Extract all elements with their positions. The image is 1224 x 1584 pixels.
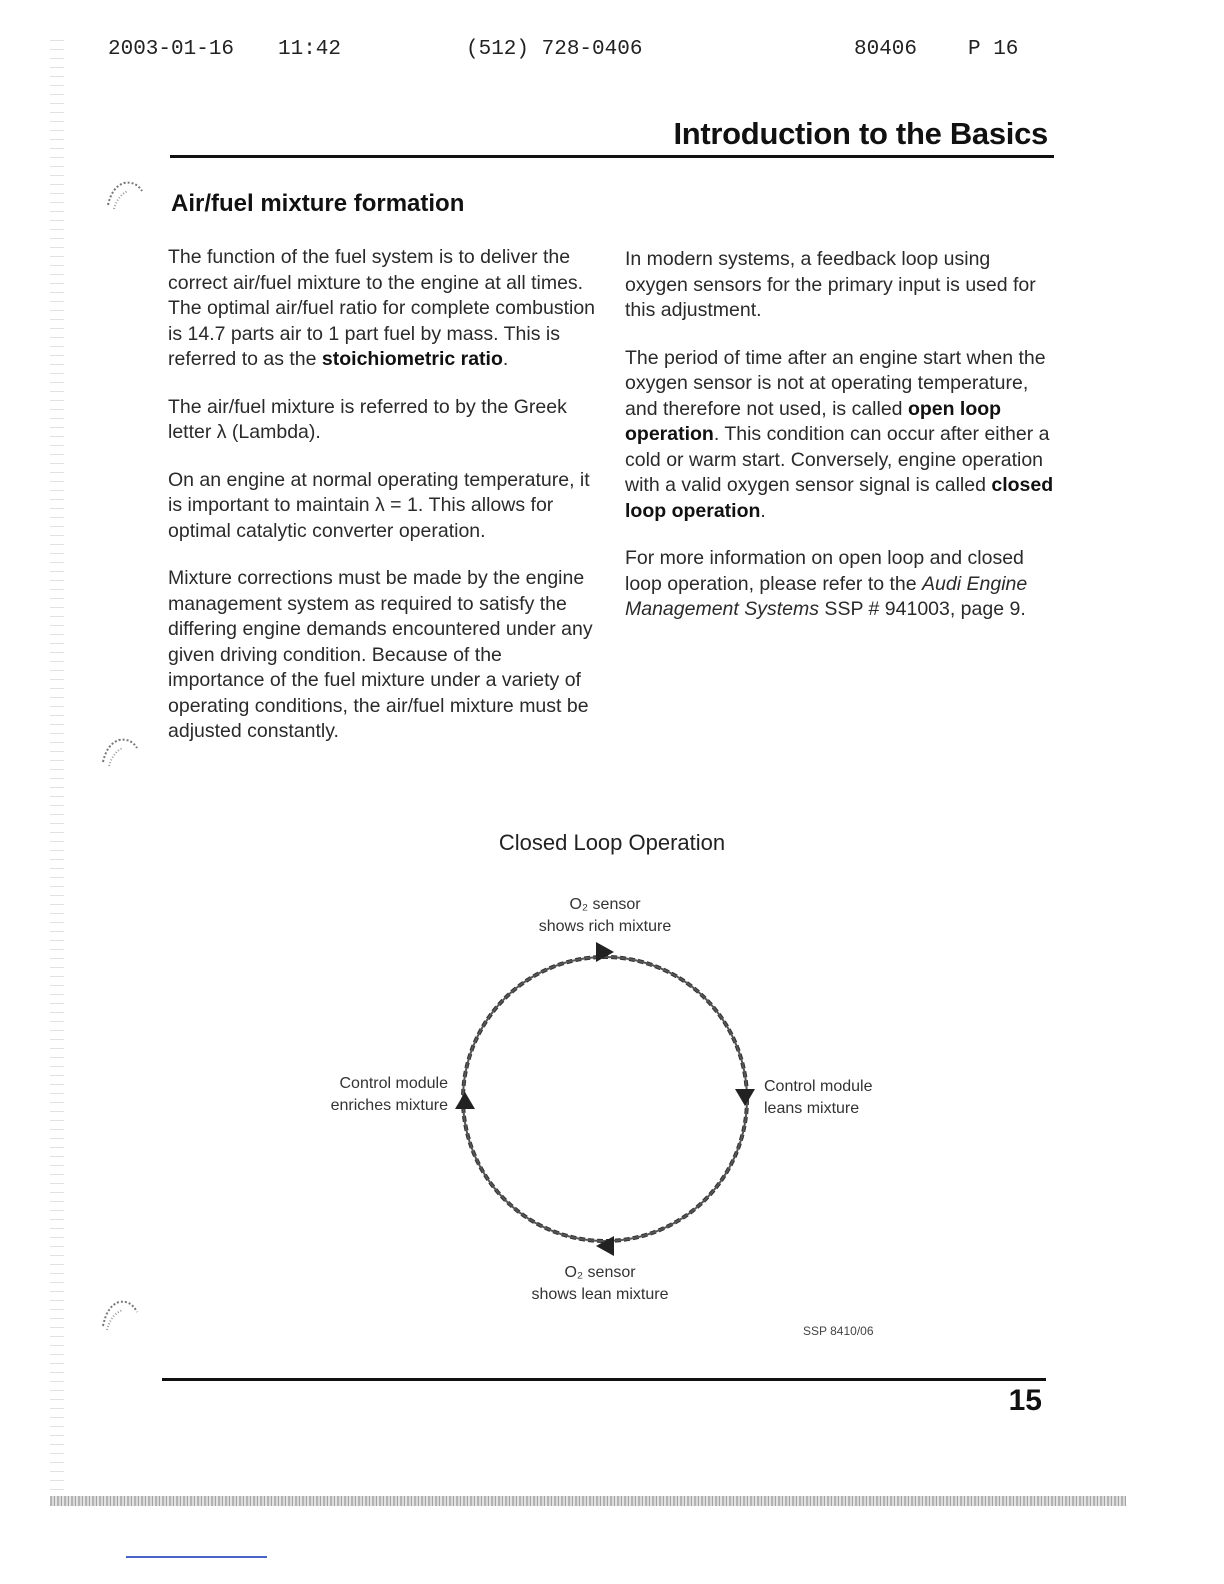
page-number: 15 [1008, 1384, 1042, 1417]
diagram-title: Closed Loop Operation [498, 830, 726, 855]
label-o2-lean [300, 1262, 900, 1306]
margin-mark-icon [97, 1292, 141, 1332]
label-line: O₂ sensor [564, 1264, 636, 1281]
label-line: shows rich mixture [538, 918, 672, 935]
label-leans [764, 1076, 873, 1120]
paragraph-text: . [760, 499, 766, 522]
paragraph: The air/fuel mixture is referred to by the Greek letter λ (Lambda). [168, 395, 567, 443]
section-heading: Air/fuel mixture formation [171, 190, 465, 217]
paragraph-text: For more information on open loop and closed loop operation, please refer to the [625, 547, 1024, 595]
bold-term: stoichiometric ratio [321, 348, 503, 370]
italic-title: Audi Engine Management Systems [625, 572, 1028, 620]
paragraph-text: The period of time after an engine start when the oxygen sensor is not at operating temperature, and therefore not used, is called [625, 346, 1046, 420]
scan-band [50, 1496, 1126, 1506]
label-o2-rich [300, 894, 910, 938]
arrow-down-icon [735, 1089, 755, 1106]
label-enriches [300, 1073, 448, 1117]
closed-loop-diagram [300, 880, 940, 1320]
paragraph [625, 546, 1055, 623]
ssp-reference: SSP 8410/06 [803, 1324, 874, 1338]
blue-underline [126, 1556, 267, 1558]
fax-time: 11:42 [278, 38, 342, 61]
margin-mark-icon [97, 730, 141, 770]
label-line: Control module [764, 1078, 873, 1095]
fax-code: 80406 [854, 38, 918, 61]
scan-edge-noise [50, 40, 64, 1490]
bottom-rule [162, 1378, 1046, 1381]
fax-page: P 16 [968, 38, 1019, 61]
paragraph: In modern systems, a feedback loop using oxygen sensors for the primary input is used for this adjustment. [625, 248, 1036, 321]
paragraph [168, 245, 598, 373]
arrow-up-icon [455, 1092, 475, 1109]
paragraph: Mixture corrections must be made by the engine management system as required to satisfy the differing engine demands encountered under any given driving condition. Because of the importance of the fuel mixture under a variety of operating conditions, the air/fuel mixture must be adjusted constantly. [168, 567, 593, 742]
bold-term: open loop operation [625, 397, 1002, 445]
label-line: Control module [339, 1075, 448, 1092]
label-line: enriches mixture [330, 1097, 448, 1114]
right-column [625, 247, 1055, 645]
paragraph-text: SSP # 941003, page 9. [819, 598, 1026, 620]
fax-date: 2003-01-16 [108, 38, 235, 61]
top-rule [170, 155, 1054, 158]
section-title: Introduction to the Basics [673, 116, 1048, 151]
label-line: O₂ sensor [569, 896, 641, 913]
left-column [168, 245, 598, 767]
fax-header [108, 38, 1048, 66]
label-line: leans mixture [764, 1100, 860, 1117]
paragraph-text: . This condition can occur after either a cold or warm start. Conversely, engine operation with a valid oxygen sensor signal is called [625, 423, 1050, 496]
fax-phone: (512) 728-0406 [466, 38, 643, 61]
bold-term: closed loop operation [625, 474, 1054, 522]
paragraph: On an engine at normal operating temperature, it is important to maintain λ = 1. This allows for optimal catalytic converter operation. [168, 468, 590, 542]
label-line: shows lean mixture [531, 1286, 669, 1303]
paragraph-text: The function of the fuel system is to deliver the correct air/fuel mixture to the engine at all times. The optimal air/fuel ratio for complete combustion is 14.7 parts air to 1 part fuel by mass. This is referred to as the [168, 246, 596, 370]
paragraph-text: . [502, 348, 509, 370]
margin-mark-icon [102, 175, 146, 215]
paragraph [625, 346, 1055, 525]
